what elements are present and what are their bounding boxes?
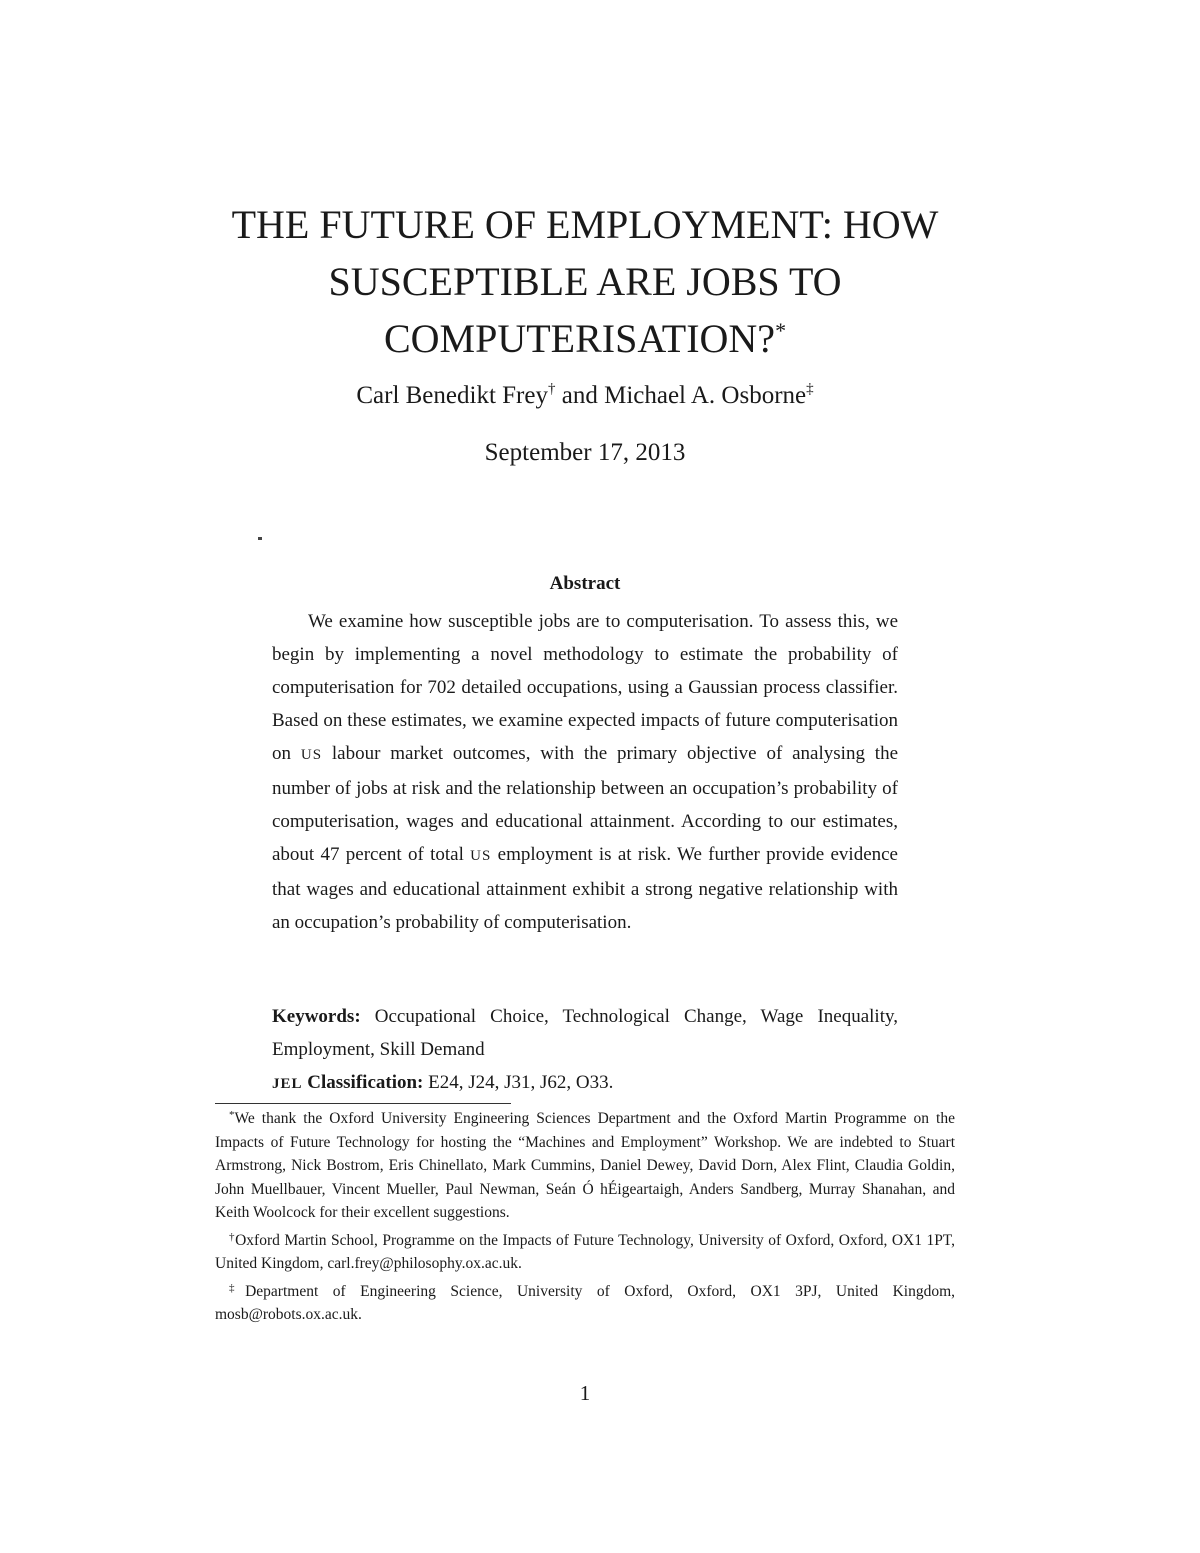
footnotes — [215, 1107, 955, 1331]
author-osborne-mark: ‡ — [806, 381, 814, 397]
footnote-rule — [215, 1103, 511, 1104]
keywords-label: Keywords: — [272, 1006, 361, 1027]
abstract-text-part3: employment is at risk. We further provide evidence that wages and educational attainment exhibit a strong negative relationship with an occupation’s probability of computerisation. — [272, 844, 898, 933]
footnote-text: Oxford Martin School, Programme on the Impacts of Future Technology, University of Oxford, Oxford, OX1 1PT, United Kingdom, carl.frey@philosophy.ox.ac.uk. — [215, 1231, 956, 1272]
paper-title — [160, 196, 1010, 367]
author-joiner: and — [555, 382, 605, 409]
author-frey: Carl Benedikt Frey — [356, 382, 548, 409]
author-line — [160, 376, 1010, 416]
jel-codes: E24, J24, J31, J62, O33. — [423, 1072, 614, 1093]
footnote-text: Department of Engineering Science, University of Oxford, Oxford, OX1 3PJ, United Kingdom, mosb@robots.ox.ac.uk. — [215, 1282, 955, 1323]
footnote-frey-affiliation — [215, 1229, 955, 1276]
abstract-us-2: US — [470, 848, 492, 864]
page-number: 1 — [579, 1381, 591, 1405]
abstract-text-part1: We examine how susceptible jobs are to computerisation. To assess this, we begin by implementing a novel methodology to estimate the probability of computerisation for 702 detailed occupations, using a Gaussian process classifier. Based on these estimates, we examine expected impacts of future computerisation on — [272, 611, 898, 764]
keywords-text: Occupational Choice, Technological Change, Wage Inequality, Employment, Skill Demand — [272, 1006, 898, 1060]
abstract-text-part2: labour market outcomes, with the primary objective of analysing the number of jobs at risk and the relationship between an occupation’s probability of computerisation, wages and educational attainment. According to our estimates, about 47 percent of total — [272, 743, 898, 865]
footnote-osborne-affiliation — [215, 1280, 955, 1327]
jel-label-caps: JEL — [272, 1076, 303, 1092]
jel-label-rest: Classification: — [302, 1072, 424, 1093]
footnote-mark: * — [229, 1109, 235, 1121]
footnote-text: We thank the Oxford University Engineering Sciences Department and the Oxford Martin Programme on the Impacts of Future Technology for hosting the “Machines and Employment” Workshop. We are indebted to Stuart Armstrong, Nick Bostrom, Eris Chinellato, Mark Cummins, Daniel Dewey, David Dorn, Alex Flint, Claudia Goldin, John Muellbauer, Vincent Mueller, Paul Newman, Seán Ó hÉigeartaigh, Anders Sandberg, Murray Shanahan, and Keith Woolcock for their excellent suggestions. — [215, 1110, 955, 1221]
footnote-mark: ‡ — [229, 1281, 246, 1294]
author-osborne: Michael A. Osborne — [604, 382, 807, 409]
author-frey-mark: † — [547, 381, 556, 397]
title-footnote-mark: * — [775, 318, 787, 343]
publication-date: September 17, 2013 — [484, 439, 686, 466]
abstract-heading: Abstract — [549, 573, 621, 594]
keywords-line — [272, 1000, 898, 1066]
paper-title-text: THE FUTURE OF EMPLOYMENT: HOW SUSCEPTIBLE ARE JOBS TO COMPUTERISATION? — [231, 202, 939, 361]
abstract-text — [272, 605, 898, 939]
stray-mark — [258, 537, 262, 540]
footnote-mark: † — [229, 1230, 236, 1243]
abstract-us-1: US — [300, 747, 323, 763]
jel-classification-line — [272, 1066, 898, 1101]
footnote-acknowledgements — [215, 1107, 955, 1225]
